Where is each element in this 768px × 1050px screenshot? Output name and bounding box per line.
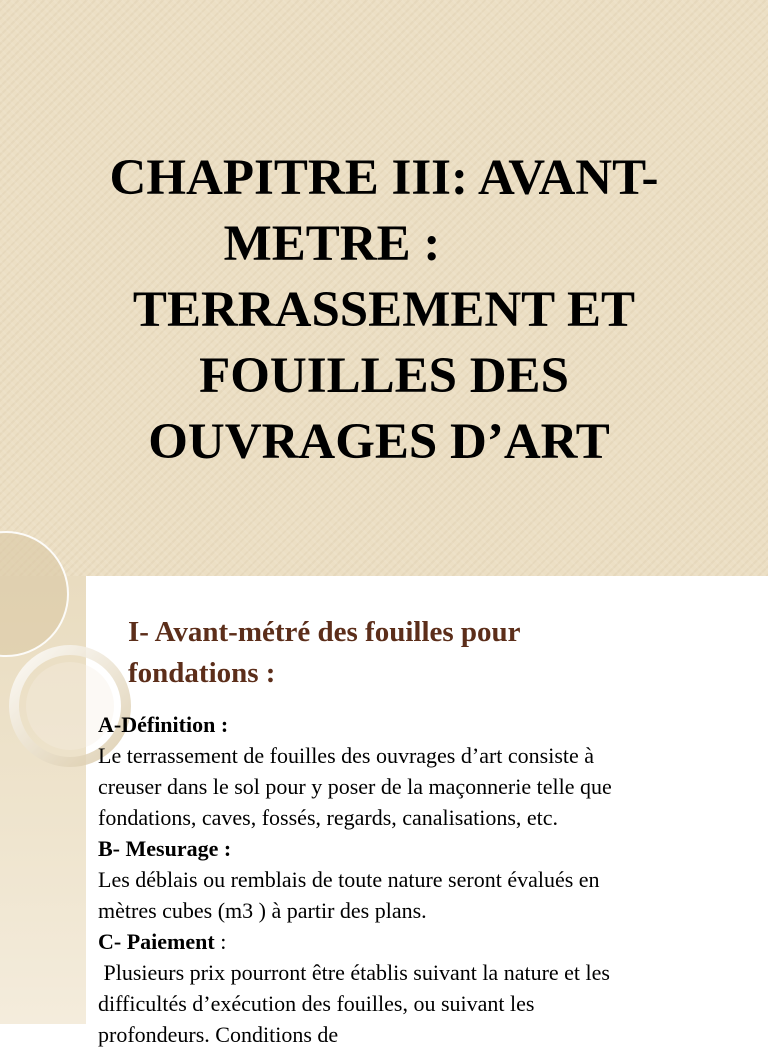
decorative-circles: [0, 576, 86, 1024]
title-line: FOUILLES DES: [199, 348, 569, 404]
paiement-label: C- Paiement: [98, 929, 215, 954]
title-line: OUVRAGES D’ART: [148, 414, 610, 470]
definition-line: Le terrassement de fouilles des ouvrages d’art consiste à: [98, 743, 595, 768]
title-line: METRE :: [223, 216, 441, 272]
definition-line: creuser dans le sol pour y poser de la maçonnerie telle que: [98, 774, 612, 799]
definition-line: fondations, caves, fossés, regards, canalisations, etc.: [98, 805, 559, 830]
paiement-line: profondeurs. Conditions de: [98, 1022, 339, 1047]
title-line: CHAPITRE III: AVANT-: [109, 150, 659, 206]
paiement-line: difficultés d’exécution des fouilles, ou suivant les: [98, 991, 535, 1016]
slide-title: [40, 145, 728, 475]
mesurage-label: B- Mesurage :: [98, 836, 232, 861]
paiement-line: Plusieurs prix pourront être établis suivant la nature et les: [98, 960, 610, 985]
slide-body-text: [98, 709, 758, 1050]
decorative-side-panel: [0, 576, 86, 1024]
mesurage-line: mètres cubes (m3 ) à partir des plans.: [98, 898, 427, 923]
definition-label: A-Définition :: [98, 712, 229, 737]
mesurage-line: Les déblais ou remblais de toute nature seront évalués en: [98, 867, 600, 892]
title-line: TERRASSEMENT ET: [132, 282, 636, 338]
paiement-label-suffix: :: [214, 929, 227, 954]
heading-line: fondations :: [128, 657, 276, 689]
section-heading: [128, 612, 688, 694]
heading-line: I- Avant-métré des fouilles pour: [128, 616, 521, 648]
paiement-label-row: [98, 926, 758, 957]
